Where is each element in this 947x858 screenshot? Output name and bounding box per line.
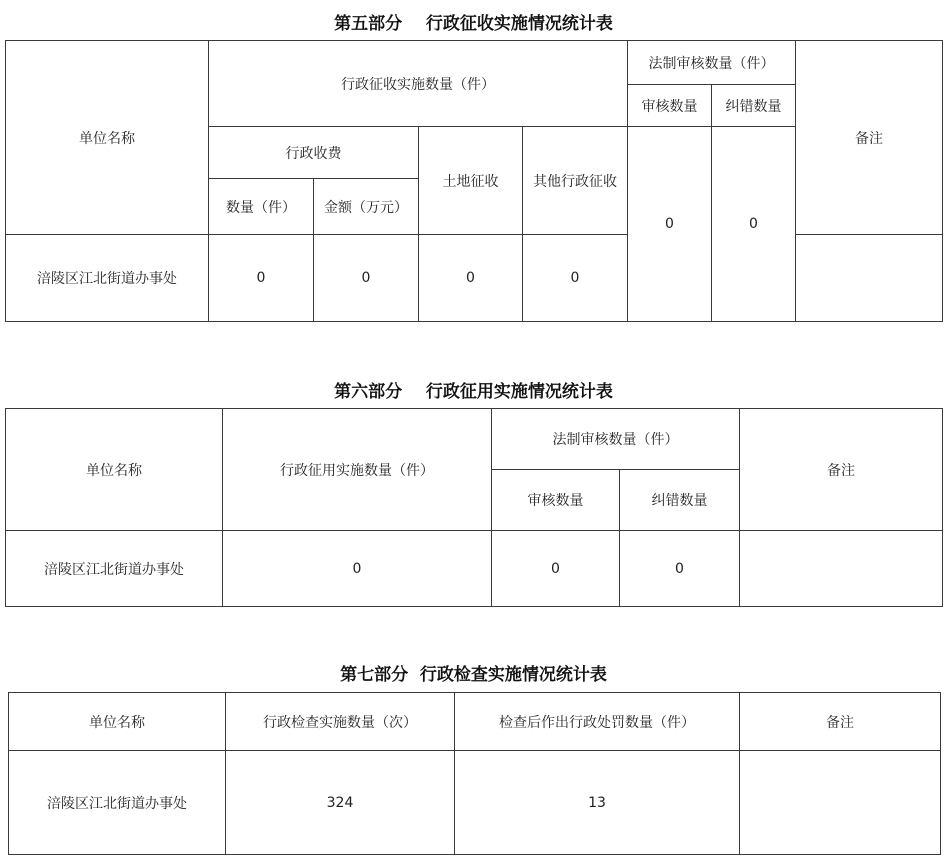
impl-count-header: 行政检查实施数量（次） xyxy=(226,693,455,751)
impl-count-cell: 324 xyxy=(226,751,455,855)
legal-review-header: 法制审核数量（件） xyxy=(628,41,796,85)
unit-name-header: 单位名称 xyxy=(6,41,209,235)
review-count-cell: 0 xyxy=(492,531,620,607)
legal-review-header: 法制审核数量（件） xyxy=(492,409,740,470)
penalty-count-cell: 13 xyxy=(455,751,740,855)
unit-name-cell: 涪陵区江北街道办事处 xyxy=(9,751,226,855)
penalty-count-header: 检查后作出行政处罚数量（件） xyxy=(455,693,740,751)
correction-count-cell: 0 xyxy=(712,127,796,322)
review-count-cell: 0 xyxy=(628,127,712,322)
other-cell: 0 xyxy=(523,235,628,322)
correction-count-header: 纠错数量 xyxy=(712,85,796,127)
amount-header: 金额（万元） xyxy=(314,179,419,235)
fee-amount-cell: 0 xyxy=(314,235,419,322)
part5-title: 第五部分 行政征收实施情况统计表 xyxy=(334,14,613,34)
quantity-header: 数量（件） xyxy=(209,179,314,235)
admin-fee-header: 行政收费 xyxy=(209,127,419,179)
other-header: 其他行政征收 xyxy=(523,127,628,235)
unit-name-cell: 涪陵区江北街道办事处 xyxy=(6,531,223,607)
impl-count-header: 行政征收实施数量（件） xyxy=(209,41,628,127)
correction-count-cell: 0 xyxy=(620,531,740,607)
part7-table xyxy=(8,692,941,855)
land-header: 土地征收 xyxy=(419,127,523,235)
remarks-cell xyxy=(740,751,941,855)
remarks-cell xyxy=(796,235,943,322)
remarks-header: 备注 xyxy=(796,41,943,235)
unit-name-header: 单位名称 xyxy=(6,409,223,531)
remarks-cell xyxy=(740,531,943,607)
part6-title: 第六部分 行政征用实施情况统计表 xyxy=(334,382,613,402)
part6-table xyxy=(5,408,943,607)
land-cell: 0 xyxy=(419,235,523,322)
part5-table xyxy=(5,40,943,322)
impl-count-header: 行政征用实施数量（件） xyxy=(223,409,492,531)
impl-count-cell: 0 xyxy=(223,531,492,607)
review-count-header: 审核数量 xyxy=(492,470,620,531)
unit-name-header: 单位名称 xyxy=(9,693,226,751)
part7-title: 第七部分 行政检查实施情况统计表 xyxy=(340,665,607,685)
fee-quantity-cell: 0 xyxy=(209,235,314,322)
unit-name-cell: 涪陵区江北街道办事处 xyxy=(6,235,209,322)
review-count-header: 审核数量 xyxy=(628,85,712,127)
remarks-header: 备注 xyxy=(740,409,943,531)
remarks-header: 备注 xyxy=(740,693,941,751)
correction-count-header: 纠错数量 xyxy=(620,470,740,531)
